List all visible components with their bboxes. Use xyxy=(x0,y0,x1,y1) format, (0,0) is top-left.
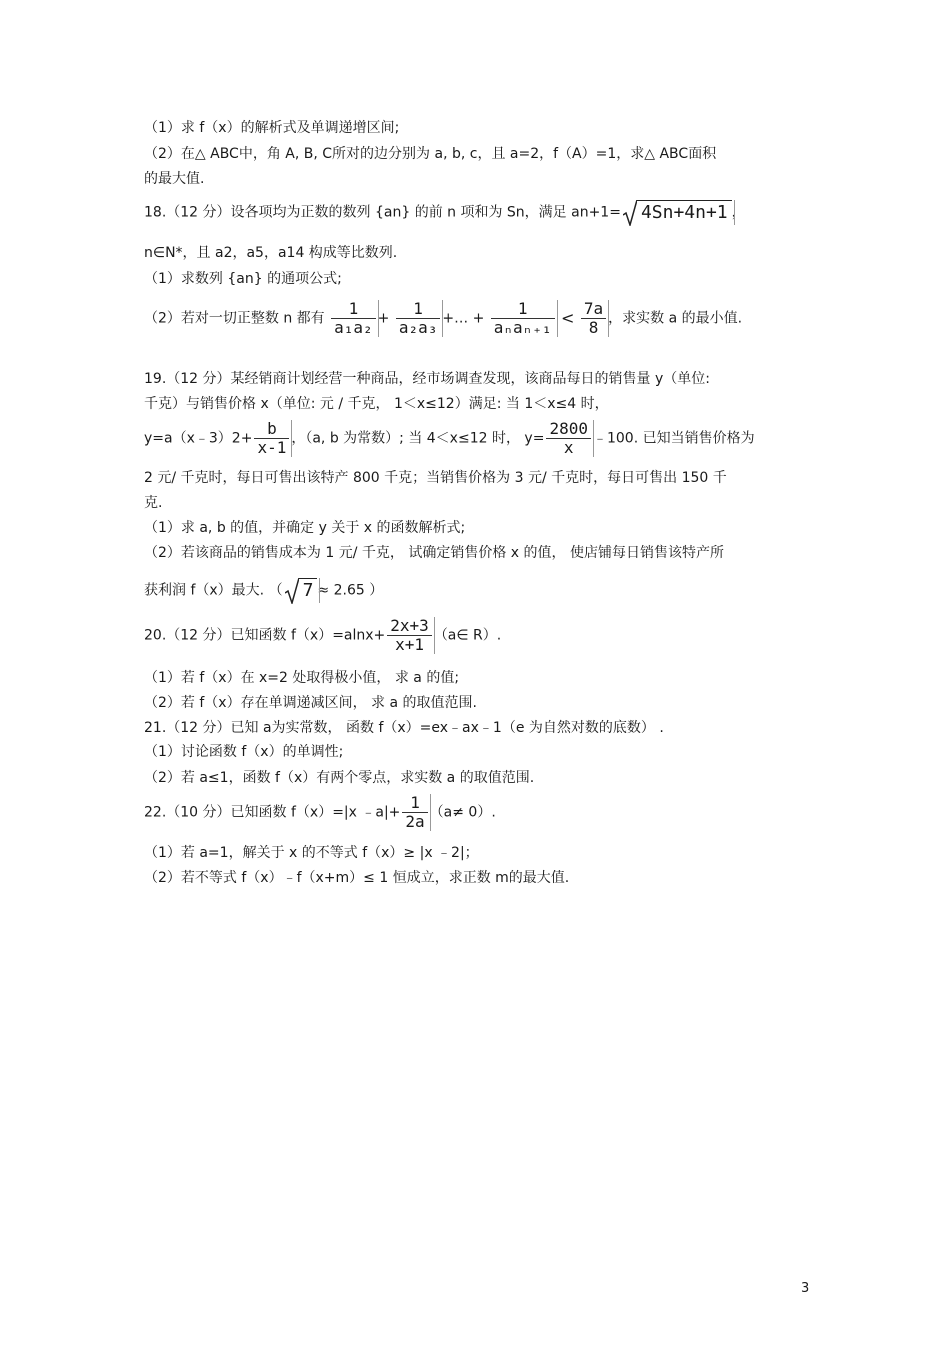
denominator: x xyxy=(563,438,574,457)
radical-sign-icon xyxy=(623,200,637,226)
p19-line2: 千克）与销售价格 x（单位: 元 / 千克， 1＜x≤12）满足: 当 1＜x≤4 时， xyxy=(144,396,609,412)
fraction-b-over-x-1 xyxy=(254,420,289,457)
sqrt-expression xyxy=(623,200,732,225)
p17-q1: （1）求 f（x）的解析式及单调递增区间; xyxy=(144,120,400,136)
denominator: 2a xyxy=(405,812,425,831)
p18-stem-end: ， xyxy=(731,204,746,221)
p19-q2: （2）若该商品的销售成本为 1 元/ 千克， 试确定销售价格 x 的值， 使店铺每日销售该特产所 xyxy=(144,545,724,561)
p19-line3 xyxy=(144,420,755,457)
p18-q2-suffix: ，求实数 a 的最小值. xyxy=(608,310,743,327)
denominator: a₁a₂ xyxy=(334,318,373,337)
p19-line8 xyxy=(144,578,383,603)
p18-q1: （1）求数列 {an} 的通项公式; xyxy=(144,271,342,287)
p19-line3-middle: ，（a, b 为常数）; 当 4＜x≤12 时， y= xyxy=(291,430,545,447)
problem-18-stem xyxy=(144,200,746,225)
p17-q2-line1: （2）在△ ABC中，角 A, B, C所对的边分别为 a, b, c，且 a=2，f（A）=1，求△ ABC面积 xyxy=(144,146,717,162)
numerator: 2x+3 xyxy=(390,616,429,635)
radicand: 4Sn+4n+1 xyxy=(637,200,732,225)
p19-line5: 克. xyxy=(144,495,163,511)
numerator: 7a xyxy=(583,299,604,318)
plus-sign: + xyxy=(377,310,390,327)
numerator: 1 xyxy=(348,299,359,318)
p20-stem-prefix: 20.（12 分）已知函数 f（x）=alnx+ xyxy=(144,627,386,644)
p20-stem-suffix: （a∈ R）. xyxy=(433,627,502,644)
p19-line3-prefix: y=a（x﹣3）2+ xyxy=(144,430,253,447)
fraction-2800-over-x xyxy=(546,420,591,457)
p20-q1: （1）若 f（x）在 x=2 处取得极小值， 求 a 的值; xyxy=(144,670,460,686)
denominator: 8 xyxy=(588,318,599,337)
p19-line8-prefix: 获利润 f（x）最大. （ xyxy=(144,582,283,599)
p22-stem xyxy=(144,794,496,831)
p21-q1: （1）讨论函数 f（x）的单调性; xyxy=(144,744,344,760)
numerator: 1 xyxy=(413,299,423,318)
p18-q2-prefix: （2）若对一切正整数 n 都有 xyxy=(144,310,325,327)
p18-stem-line2: n∈N*，且 a2，a5，a14 构成等比数列. xyxy=(144,245,398,261)
sqrt-seven xyxy=(285,578,318,603)
less-than-sign: < xyxy=(561,308,575,328)
p17-q2-line2: 的最大值. xyxy=(144,171,205,187)
fraction-1-over-a1a2 xyxy=(331,300,376,337)
p22-stem-suffix: （a≠ 0）. xyxy=(429,804,496,821)
numerator: 1 xyxy=(517,299,528,318)
fraction-1-over-anan1 xyxy=(491,300,555,337)
p19-line3-suffix: ﹣100. 已知当销售价格为 xyxy=(592,430,755,447)
denominator: aₙaₙ₊₁ xyxy=(493,318,552,337)
denominator: x+1 xyxy=(395,635,424,654)
p21-stem: 21.（12 分）已知 a为实常数， 函数 f（x）=ex﹣ax﹣1（e 为自然对数的底数） . xyxy=(144,720,664,736)
p19-line8-suffix: ≈ 2.65 ） xyxy=(317,582,384,599)
radical-sign-icon xyxy=(285,578,299,604)
numerator: 2800 xyxy=(549,419,588,438)
denominator: x-1 xyxy=(257,438,287,457)
p19-line4: 2 元/ 千克时，每日可售出该特产 800 千克；当销售价格为 3 元/ 千克时，每日可售出 150 千 xyxy=(144,470,727,486)
p20-q2: （2）若 f（x）存在单调递减区间， 求 a 的取值范围. xyxy=(144,695,477,711)
p19-line1: 19.（12 分）某经销商计划经营一种商品，经市场调查发现，该商品每日的销售量 y（单位: xyxy=(144,371,710,387)
p20-stem xyxy=(144,617,501,654)
ellipsis-plus: +… + xyxy=(442,310,485,327)
p22-q2: （2）若不等式 f（x）﹣f（x+m）≤ 1 恒成立，求正数 m的最大值. xyxy=(144,870,570,886)
p22-stem-prefix: 22.（10 分）已知函数 f（x）=|x ﹣a|+ xyxy=(144,804,401,821)
fraction-1-over-2a xyxy=(402,794,427,831)
p18-stem-text: 18.（12 分）设各项均为正数的数列 {an} 的前 n 项和为 Sn，满足 an+1= xyxy=(144,204,621,221)
p22-q1: （1）若 a=1，解关于 x 的不等式 f（x）≥ |x ﹣2|； xyxy=(144,845,479,861)
radicand: 7 xyxy=(299,578,318,603)
p21-q2: （2）若 a≤1，函数 f（x）有两个零点，求实数 a 的取值范围. xyxy=(144,770,535,786)
p19-q1: （1）求 a, b 的值，并确定 y 关于 x 的函数解析式; xyxy=(144,520,466,536)
fraction-1-over-a2a3 xyxy=(396,300,441,337)
numerator: 1 xyxy=(410,793,420,812)
numerator: b xyxy=(267,419,277,438)
fraction-7a-over-8 xyxy=(581,300,606,337)
denominator: a₂a₃ xyxy=(398,318,438,337)
fraction-2x3-over-x1 xyxy=(387,617,432,654)
p18-q2 xyxy=(144,300,742,337)
page-number: 3 xyxy=(801,1281,810,1296)
